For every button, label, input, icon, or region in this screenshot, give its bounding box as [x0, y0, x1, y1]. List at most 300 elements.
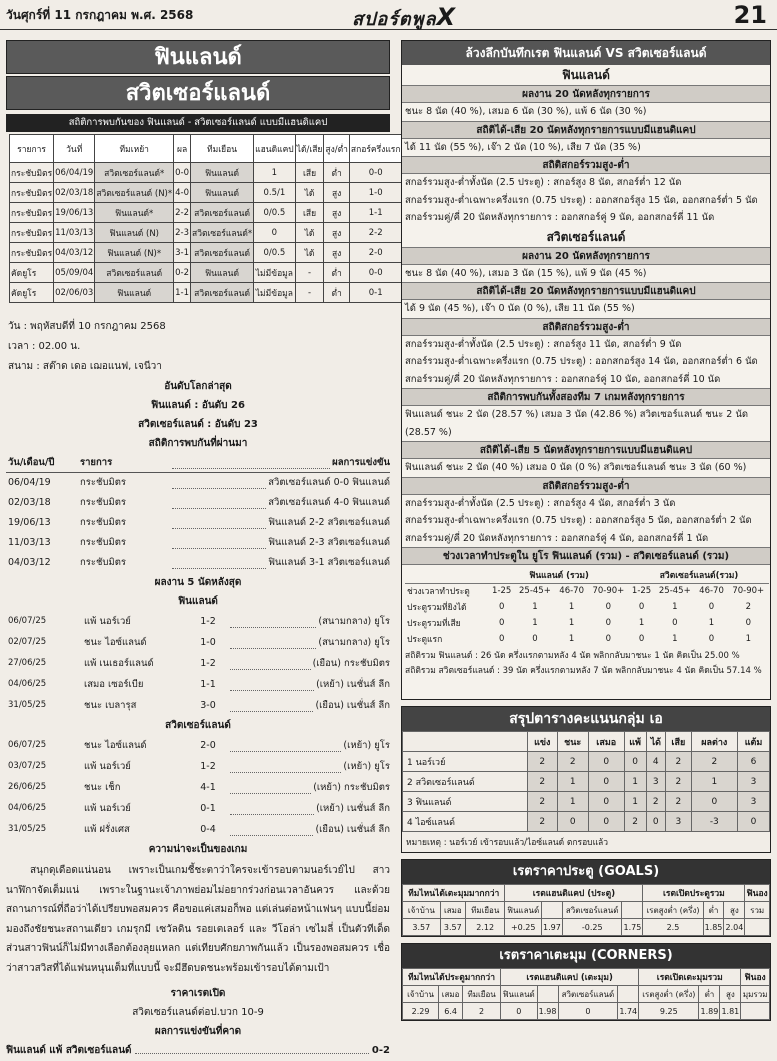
- t2-ou-full: สกอร์รวมสูง-ต่ำทั้งนัด (2.5 ประตู) : สกอร์สูง 11 นัด, สกอร์ต่ำ 9 นัด: [405, 338, 682, 350]
- tz-cell: 46-70: [559, 586, 584, 597]
- form-date: 31/05/25: [8, 700, 47, 710]
- standings-cell: 0: [588, 752, 624, 772]
- tz-cell: 1-25: [631, 586, 652, 597]
- h2h-cell: 1-1: [349, 203, 402, 223]
- form-score: 1-2: [200, 658, 216, 669]
- h2h-cell: ไม่มีข้อมูล: [254, 263, 296, 283]
- standings-cell: 3: [666, 812, 691, 832]
- form-opponent: แพ้ นอร์เวย์: [84, 803, 131, 814]
- preview-text: สนุกดุเดือดแน่นอน เพราะเป็นเกมชี้ชะตาว่าใครจะเข้ารอบตามนอร์เวย์ไป สาวนาฬิกาจัดเต็มแน่ เพราะในฐานะเจ้าภาพย่อมไม่อยากร่วงก่อนเวลาอันควร และด้วยสถานการณ์ที่ถือว่าได้เปรียบพอสมควร คือขอแค่เสมอก็พอ แต่เล่นต่อหน้าแฟนๆ แบบนี้ย่อมมองถึงชัยชนะสถานเดียว เกมรุกมี เซวัลดิน รอยเตเลอร์ และ วีโอล่า เซไมลี่ เป็นตัวทีเด็ด ส่วนสาวฟินน์ก็ไม่มีทางเลือกต้องลุยแหลก แต่เทียบศักยภาพกันแล้ว เป็นรองพอสมควร เชื่อว่าสาวสวิสที่ได้แฟนหนุนเต็มที่แบบนี้ จะมีฮึดบดชนะพร้อมเข้ารอบได้ตามเป้า: [6, 865, 390, 974]
- form-team2-title: สวิตเซอร์แลนด์: [165, 720, 231, 731]
- corners-subheader-cell: เสมอ: [439, 986, 463, 1003]
- tz-cell: 1: [568, 602, 575, 612]
- dotted-leader: [230, 824, 313, 836]
- standings-cell: 2: [666, 772, 691, 792]
- form-venue: (เหย้า) กระชับมิตร: [313, 782, 390, 793]
- form-score: 1-1: [200, 679, 216, 690]
- corners-value-cell: 1.81: [720, 1003, 741, 1020]
- h2h-cell: สวิตเซอร์แลนด์ (N)*: [95, 183, 174, 203]
- logo-x: X: [436, 3, 456, 31]
- standings-header-cell: เสีย: [666, 732, 691, 752]
- corners-subheader-cell: [618, 986, 639, 1003]
- corners-value-cell: 1.74: [618, 1003, 639, 1020]
- form-venue: (เยือน) เนชั่นส์ ลีก: [315, 700, 390, 711]
- form-row: [6, 798, 390, 819]
- goals-odds-box: [401, 859, 771, 937]
- past-date: 02/03/18: [8, 497, 51, 508]
- standings-cell: 2: [666, 792, 691, 812]
- form-row: [6, 653, 390, 674]
- goals-value-cell: 1.97: [541, 919, 562, 936]
- form-row: [6, 632, 390, 653]
- prediction: [6, 1041, 390, 1061]
- h2h-cell: 0-2: [174, 263, 191, 283]
- past-date: 04/03/12: [8, 557, 51, 568]
- standings-cell: 1: [691, 772, 738, 792]
- h2h-cell: 02/03/18: [54, 183, 95, 203]
- h2h-cell: ไม่มีข้อมูล: [254, 283, 296, 303]
- h2h-cell: 0.5/1: [254, 183, 296, 203]
- t1-handicap-line: ได้ 11 นัด (55 %), เจ๊า 2 นัด (10 %), เสีย 7 นัด (35 %): [405, 141, 641, 153]
- logo: [352, 3, 456, 33]
- goals-subheader-cell: รวม: [745, 902, 770, 919]
- standings-cell: 1: [557, 772, 588, 792]
- corners-value-cell: 1.89: [699, 1003, 720, 1020]
- t2-odd-even: สกอร์รวมคู่/คี่ 20 นัดหลังทุกรายการ : ออกสกอร์คู่ 10 นัด, ออกสกอร์คี่ 10 นัด: [405, 373, 721, 385]
- standings-note: หมายเหตุ : นอร์เวย์ เข้ารอบแล้ว/ไอซ์แลนด์ ตกรอบแล้ว: [406, 838, 609, 848]
- h2h-cell: ฟินแลนด์: [191, 263, 254, 283]
- h2h-cell: 2-0: [349, 243, 402, 263]
- left-column: [6, 40, 401, 1061]
- dotted-leader: [230, 740, 341, 752]
- stats-team2-name: สวิตเซอร์แลนด์: [546, 229, 626, 244]
- h2h-cell: 0-0: [349, 163, 402, 183]
- goals-value-cell: 1.75: [622, 919, 643, 936]
- rank-team1: ฟินแลนด์ : อันดับ 26: [151, 400, 245, 411]
- h2h-cell: 11/03/13: [54, 223, 95, 243]
- t1-handicap-heading: สถิติได้-เสีย 20 นัดหลังทุกรายการแบบมีแฮนดิแคป: [402, 121, 770, 139]
- t2-ou-half: สกอร์รวมสูง-ต่ำเฉพาะครึ่งแรก (0.75 ประตู) : ออกสกอร์สูง 14 นัด, ออกสกอร์ต่ำ 6 นัด: [405, 356, 758, 367]
- past-date: 19/06/13: [8, 517, 51, 528]
- corners-subheader-cell: ต่ำ: [699, 986, 720, 1003]
- h2h-cell: -: [295, 263, 324, 283]
- tz-cell: 46-70: [699, 586, 724, 597]
- h2h-header-cell: แฮนดิแคป: [254, 135, 296, 163]
- goals-subheader-cell: สวิตเซอร์แลนด์: [562, 902, 622, 919]
- form-venue: (สนามกลาง) ยูโร: [318, 616, 390, 627]
- corners-odds-table: [402, 968, 770, 1020]
- form-venue: (สนามกลาง) ยูโร: [318, 637, 390, 648]
- tz-cell: ช่วงเวลาทำประตู: [407, 587, 470, 598]
- corners-value-cell: 1.98: [537, 1003, 558, 1020]
- goals-subheader-cell: [541, 902, 562, 919]
- standings-box: [401, 706, 771, 853]
- tz-cell: 70-90+: [732, 586, 765, 597]
- standings-cell: 2: [624, 812, 646, 832]
- standings-title: สรุปตารางคะแนนกลุ่ม เอ: [402, 707, 770, 731]
- past-head-comp: รายการ: [80, 456, 113, 468]
- h2h-cell: ต่ำ: [324, 163, 350, 183]
- tz-cell: 1: [745, 634, 751, 644]
- form-team1-list: [6, 611, 390, 716]
- form-score: 1-0: [200, 637, 216, 648]
- h2h-cell: ฟินแลนด์ (N): [95, 223, 174, 243]
- corners-value-cell: 0: [501, 1003, 538, 1020]
- h2h-cell: กระชับมิตร: [10, 223, 54, 243]
- tz-cell: 0: [745, 618, 751, 628]
- past-date: 06/04/19: [8, 477, 51, 488]
- standings-cell: -3: [691, 812, 738, 832]
- corners-subheader-cell: มุมรวม: [741, 986, 770, 1003]
- form-score: 3-0: [200, 700, 216, 711]
- corners-value-cell: 2.29: [403, 1003, 439, 1020]
- form-opponent: แพ้ นอร์เวย์: [84, 761, 131, 772]
- dotted-leader: [230, 803, 314, 815]
- form-opponent: แพ้ ฝรั่งเศส: [84, 824, 130, 835]
- t1-form-heading: ผลงาน 20 นัดหลังทุกรายการ: [402, 85, 770, 103]
- corners-subheader-cell: เรตสูงต่ำ (ครึ่ง): [639, 986, 699, 1003]
- past-row: [6, 513, 390, 533]
- tz-cell: 70-90+: [592, 586, 625, 597]
- goals-subheader-cell: เจ้าบ้าน: [403, 902, 441, 919]
- h2h-cell: กระชับมิตร: [10, 203, 54, 223]
- goals-value-cell: 3.57: [440, 919, 465, 936]
- form-venue: (เหย้า) เนชั่นส์ ลีก: [316, 679, 390, 690]
- standings-cell: 2: [646, 792, 666, 812]
- form-venue: (เหย้า) เนชั่นส์ ลีก: [316, 803, 390, 814]
- tz-cell: 0: [498, 602, 505, 612]
- standings-row: [403, 792, 770, 812]
- h2h-cell: สูง: [324, 183, 350, 203]
- form-row: [6, 819, 390, 840]
- goals-value-cell: 2.04: [724, 919, 745, 936]
- dotted-leader: [230, 658, 311, 670]
- tz-cell: ประตูรวมที่ยิงได้: [407, 603, 467, 613]
- h2h-table: [9, 134, 403, 303]
- form-opponent: ชนะ เบลารุส: [84, 700, 137, 711]
- prediction-title: ผลการแข่งขันที่คาด: [154, 1026, 242, 1037]
- form-date: 31/05/25: [8, 824, 47, 834]
- both-handicap-line: ฟินแลนด์ ชนะ 2 นัด (40 %) เสมอ 0 นัด (0 %) สวิตเซอร์แลนด์ ชนะ 3 นัด (60 %): [405, 462, 747, 473]
- h2h-cell: สวิตเซอร์แลนด์: [191, 243, 254, 263]
- tz-head-team1: ฟินแลนด์ (รวม): [489, 567, 629, 583]
- form-opponent: แพ้ เนเธอร์แลนด์: [84, 658, 154, 669]
- standings-row: [403, 752, 770, 772]
- form-date: 02/07/25: [8, 637, 47, 647]
- goals-group4: ฟินอง: [745, 885, 770, 902]
- corners-value-cell: [741, 1003, 770, 1020]
- both-h2h-heading: สถิติการพบกันทั้งสองทีม 7 เกมหลังทุกรายการ: [402, 388, 770, 406]
- past-comp: กระชับมิตร: [80, 477, 126, 488]
- issue-date: วันศุกร์ที่ 11 กรกฎาคม พ.ศ. 2568: [6, 8, 194, 22]
- corners-subheader-cell: [537, 986, 558, 1003]
- goals-value-cell: 1.85: [703, 919, 724, 936]
- h2h-title: สถิติการพบกันของ ฟินแลนด์ - สวิตเซอร์แลนด์ แบบมีแฮนดิแคป: [6, 114, 390, 132]
- tz-cell: 0: [605, 602, 612, 612]
- tz-cell: 0: [498, 618, 505, 628]
- tz-summary-team2: สถิติรวม สวิตเซอร์แลนด์ : 39 นัด ครึ่งแรกตามหลัง 7 นัด พลิกกลับมาชนะ 4 นัด คิดเป็น 57.14 %: [405, 666, 762, 676]
- t2-handicap-line: ได้ 9 นัด (45 %), เจ๊า 0 นัด (0 %), เสีย 11 นัด (55 %): [405, 303, 635, 314]
- logo-text: สปอร์ตพูล: [352, 9, 437, 30]
- form-venue: (เหย้า) ยูโร: [343, 761, 390, 772]
- h2h-cell: กระชับมิตร: [10, 183, 54, 203]
- past-row: [6, 473, 390, 493]
- past-row: [6, 553, 390, 573]
- h2h-cell: สวิตเซอร์แลนด์*: [95, 163, 174, 183]
- team2-banner: สวิตเซอร์แลนด์: [6, 76, 390, 110]
- tz-head-team2: สวิตเซอร์แลนด์(รวม): [629, 567, 769, 583]
- standings-row: [403, 772, 770, 792]
- page-number: 21: [733, 1, 767, 29]
- past-result: สวิตเซอร์แลนด์ 0-0 ฟินแลนด์: [268, 477, 390, 488]
- odds-title: ราคาเรตเปิด: [170, 988, 226, 999]
- past-result: ฟินแลนด์ 3-1 สวิตเซอร์แลนด์: [268, 557, 390, 568]
- goals-value-cell: [745, 919, 770, 936]
- tz-cell: 1: [568, 618, 575, 628]
- h2h-cell: ได้: [295, 243, 324, 263]
- past-comp: กระชับมิตร: [80, 557, 126, 568]
- h2h-cell: สวิตเซอร์แลนด์: [95, 263, 174, 283]
- form-score: 1-2: [200, 616, 216, 627]
- form-opponent: แพ้ นอร์เวย์: [84, 616, 131, 627]
- form-score: 1-2: [200, 761, 216, 772]
- h2h-cell: -: [295, 283, 324, 303]
- form-row: [6, 756, 390, 777]
- goals-value-cell: 2.12: [465, 919, 504, 936]
- dotted-leader: [172, 557, 266, 569]
- form-date: 26/06/25: [8, 782, 47, 792]
- standings-cell: 4 ไอซ์แลนด์: [403, 812, 528, 832]
- form-opponent: ชนะ เช็ก: [84, 782, 121, 793]
- standings-cell: 0: [588, 772, 624, 792]
- tz-cell: 0: [708, 602, 715, 612]
- standings-header-cell: แต้ม: [738, 732, 770, 752]
- preview-title: ความน่าจะเป็นของเกม: [148, 844, 248, 855]
- h2h-header-cell: ผล: [174, 135, 191, 163]
- deep-stats-title: ล้วงลึกบันทึกเรต ฟินแลนด์ VS สวิตเซอร์แลนด์: [402, 41, 770, 65]
- tz-cell: 1: [708, 618, 715, 628]
- corners-odds-title: เรตราคาเตะมุม (CORNERS): [402, 944, 770, 968]
- standings-table: [402, 731, 770, 832]
- h2h-cell: กระชับมิตร: [10, 243, 54, 263]
- tz-cell: 0: [498, 634, 505, 644]
- form-date: 27/06/25: [8, 658, 47, 668]
- form-row: [6, 695, 390, 716]
- form-team2-list: [6, 735, 390, 840]
- corners-subheader-cell: ทีมเยือน: [463, 986, 501, 1003]
- t2-form-heading: ผลงาน 20 นัดหลังทุกรายการ: [402, 247, 770, 265]
- standings-header-cell: ได้: [646, 732, 666, 752]
- masthead: [0, 0, 777, 30]
- right-column: [401, 40, 771, 1021]
- past-result: ฟินแลนด์ 2-2 สวิตเซอร์แลนด์: [268, 517, 390, 528]
- dotted-leader: [230, 782, 311, 794]
- form-opponent: ชนะ ไอซ์แลนด์: [84, 740, 147, 751]
- odds-line: สวิตเซอร์แลนด์ต่อป.บวก 10-9: [132, 1007, 264, 1018]
- dotted-leader: [230, 616, 316, 628]
- tz-summary-team1: สถิติรวม ฟินแลนด์ : 26 นัด ครึ่งแรกตามหลัง 4 นัด พลิกกลับมาชนะ 1 นัด คิดเป็น 25.00 %: [405, 651, 740, 661]
- h2h-cell: สวิตเซอร์แลนด์: [191, 203, 254, 223]
- past-row: [6, 493, 390, 513]
- both-h2h-line: ฟินแลนด์ ชนะ 2 นัด (28.57 %) เสมอ 3 นัด (42.86 %) สวิตเซอร์แลนด์ ชนะ 2 นัด (28.57 %): [405, 409, 749, 438]
- h2h-cell: 1-0: [349, 183, 402, 203]
- goals-value-cell: 3.57: [403, 919, 441, 936]
- h2h-cell: ฟินแลนด์ (N)*: [95, 243, 174, 263]
- tz-cell: 0: [605, 618, 612, 628]
- standings-header-cell: [403, 732, 528, 752]
- corners-group3: เรตเปิดเตะมุมรวม: [639, 969, 741, 986]
- goals-group1: ทีมไหนได้เตะมุมมากกว่า: [403, 885, 505, 902]
- standings-header-cell: แข่ง: [527, 732, 557, 752]
- dotted-leader: [172, 517, 266, 529]
- standings-cell: 0: [691, 792, 738, 812]
- standings-header-cell: เสมอ: [588, 732, 624, 752]
- h2h-cell: 1: [254, 163, 296, 183]
- standings-cell: 1: [624, 792, 646, 812]
- form-score: 0-4: [200, 824, 216, 835]
- h2h-cell: 19/06/13: [54, 203, 95, 223]
- t1-odd-even: สกอร์รวมคู่/คี่ 20 นัดหลังทุกรายการ : ออกสกอร์คู่ 9 นัด, ออกสกอร์คี่ 11 นัด: [405, 212, 715, 223]
- form-opponent: เสมอ เซอร์เบีย: [84, 679, 144, 690]
- past-head-result: ผลการแข่งขัน: [332, 456, 390, 468]
- dotted-leader: [135, 1041, 369, 1054]
- h2h-cell: 2-2: [349, 223, 402, 243]
- goal-time-table: [405, 567, 769, 647]
- standings-cell: 1: [557, 792, 588, 812]
- standings-cell: 3: [646, 772, 666, 792]
- h2h-row: [10, 263, 403, 283]
- form-row: [6, 777, 390, 798]
- form-venue: (เหย้า) ยูโร: [343, 740, 390, 751]
- h2h-cell: คัดยูโร: [10, 263, 54, 283]
- goals-value-cell: 2.5: [643, 919, 703, 936]
- h2h-cell: ต่ำ: [324, 283, 350, 303]
- standings-cell: 2: [527, 752, 557, 772]
- deep-stats-box: [401, 40, 771, 700]
- form-opponent: ชนะ ไอซ์แลนด์: [84, 637, 147, 648]
- tz-cell: 0: [605, 634, 612, 644]
- dotted-leader: [172, 497, 266, 509]
- h2h-row: [10, 243, 403, 263]
- tz-cell: 0: [638, 634, 645, 644]
- goals-value-cell: -0.25: [562, 919, 622, 936]
- dotted-leader: [172, 477, 266, 489]
- form-date: 03/07/25: [8, 761, 47, 771]
- h2h-cell: 0/0.5: [254, 203, 296, 223]
- both-odd-even: สกอร์รวมคู่/คี่ 20 นัดหลังทุกรายการ : ออกสกอร์คู่ 4 นัด, ออกสกอร์คี่ 1 นัด: [405, 532, 709, 544]
- standings-header-cell: ชนะ: [557, 732, 588, 752]
- h2h-cell: สูง: [324, 203, 350, 223]
- form-venue: (เยือน) เนชั่นส์ ลีก: [315, 824, 390, 835]
- team1-banner: ฟินแลนด์: [6, 40, 390, 74]
- both-ou-full: สกอร์รวมสูง-ต่ำทั้งนัด (2.5 ประตู) : สกอร์สูง 4 นัด, สกอร์ต่ำ 3 นัด: [405, 497, 676, 509]
- corners-group1: ทีมไหนได้ประตูมากกว่า: [403, 969, 501, 986]
- goals-group2: เรตแฮนดิแคป (ประตู): [505, 885, 643, 902]
- both-overunder-heading: สถิติสกอร์รวมสูง-ต่ำ: [402, 477, 770, 495]
- h2h-header-cell: วันที่: [54, 135, 95, 163]
- h2h-cell: เสีย: [295, 203, 324, 223]
- h2h-row: [10, 183, 403, 203]
- past-title: สถิติการพบกันที่ผ่านมา: [148, 438, 248, 449]
- dotted-leader: [230, 679, 314, 691]
- h2h-cell: 2-2: [174, 203, 191, 223]
- form-score: 4-1: [200, 782, 216, 793]
- both-handicap-heading: สถิติได้-เสีย 5 นัดหลังทุกรายการแบบมีแฮนดิแคป: [402, 441, 770, 459]
- form-title: ผลงาน 5 นัดหลังสุด: [154, 577, 242, 588]
- standings-cell: 2 สวิตเซอร์แลนด์: [403, 772, 528, 792]
- standings-header-cell: ผลต่าง: [691, 732, 738, 752]
- standings-cell: 1: [624, 772, 646, 792]
- h2h-header-cell: สกอร์ครึ่งแรก: [349, 135, 402, 163]
- t1-ou-full: สกอร์รวมสูง-ต่ำทั้งนัด (2.5 ประตู) : สกอร์สูง 8 นัด, สกอร์ต่ำ 12 นัด: [405, 177, 682, 188]
- tz-cell: ประตูรวมที่เสีย: [407, 619, 461, 629]
- corners-odds-box: [401, 943, 771, 1021]
- h2h-row: [10, 203, 403, 223]
- goals-subheader-cell: สูง: [724, 902, 745, 919]
- h2h-cell: ฟินแลนด์: [95, 283, 174, 303]
- corners-value-cell: 2: [463, 1003, 501, 1020]
- standings-cell: 2: [527, 792, 557, 812]
- h2h-row: [10, 283, 403, 303]
- dotted-leader: [230, 637, 316, 649]
- t2-handicap-heading: สถิติได้-เสีย 20 นัดหลังทุกรายการแบบมีแฮนดิแคป: [402, 282, 770, 300]
- past-header: [6, 453, 390, 473]
- standings-cell: 3: [738, 772, 770, 792]
- rank-team2: สวิตเซอร์แลนด์ : อันดับ 23: [138, 419, 258, 430]
- dotted-leader: [172, 457, 330, 469]
- tz-cell: 0: [708, 634, 715, 644]
- tz-row: [405, 631, 769, 647]
- corners-value-cell: 0: [558, 1003, 618, 1020]
- past-list: [6, 473, 390, 573]
- corners-subheader-cell: สูง: [720, 986, 741, 1003]
- tz-cell: 0: [672, 618, 678, 628]
- dotted-leader: [230, 700, 313, 712]
- h2h-cell: สวิตเซอร์แลนด์*: [191, 223, 254, 243]
- match-day: วัน : พฤหัสบดีที่ 10 กรกฎาคม 2568: [8, 321, 166, 332]
- past-row: [6, 533, 390, 553]
- goals-subheader-cell: ต่ำ: [703, 902, 724, 919]
- h2h-cell: เสีย: [295, 163, 324, 183]
- form-team1-title: ฟินแลนด์: [178, 596, 218, 607]
- standings-cell: 6: [738, 752, 770, 772]
- tz-cell: 0: [638, 602, 645, 612]
- t1-form-line: ชนะ 8 นัด (40 %), เสมอ 6 นัด (30 %), แพ้ 6 นัด (30 %): [405, 106, 647, 117]
- timezone-heading: ช่วงเวลาทำประตูใน ยูโร ฟินแลนด์ (รวม) - สวิตเซอร์แลนด์ (รวม): [402, 547, 770, 565]
- h2h-cell: 4-0: [174, 183, 191, 203]
- h2h-cell: กระชับมิตร: [10, 163, 54, 183]
- h2h-header-cell: สูง/ต่ำ: [324, 135, 350, 163]
- h2h-cell: 1-1: [174, 283, 191, 303]
- h2h-header-cell: ทีมเหย้า: [95, 135, 174, 163]
- form-row: [6, 674, 390, 695]
- goals-group3: เรตเปิดประตูรวม: [643, 885, 745, 902]
- standings-cell: 0: [646, 812, 666, 832]
- tz-cell: 25-45+: [658, 586, 691, 597]
- corners-value-cell: 6.4: [439, 1003, 463, 1020]
- match-info: [6, 317, 390, 377]
- h2h-cell: ฟินแลนด์*: [95, 203, 174, 223]
- tz-cell: 1: [532, 602, 538, 612]
- tz-cell: 1: [532, 618, 538, 628]
- standings-cell: 3 ฟินแลนด์: [403, 792, 528, 812]
- corners-subheader-cell: เจ้าบ้าน: [403, 986, 439, 1003]
- h2h-cell: 0: [254, 223, 296, 243]
- past-date: 11/03/13: [8, 537, 51, 548]
- dotted-leader: [172, 537, 266, 549]
- form-row: [6, 735, 390, 756]
- form-row: [6, 611, 390, 632]
